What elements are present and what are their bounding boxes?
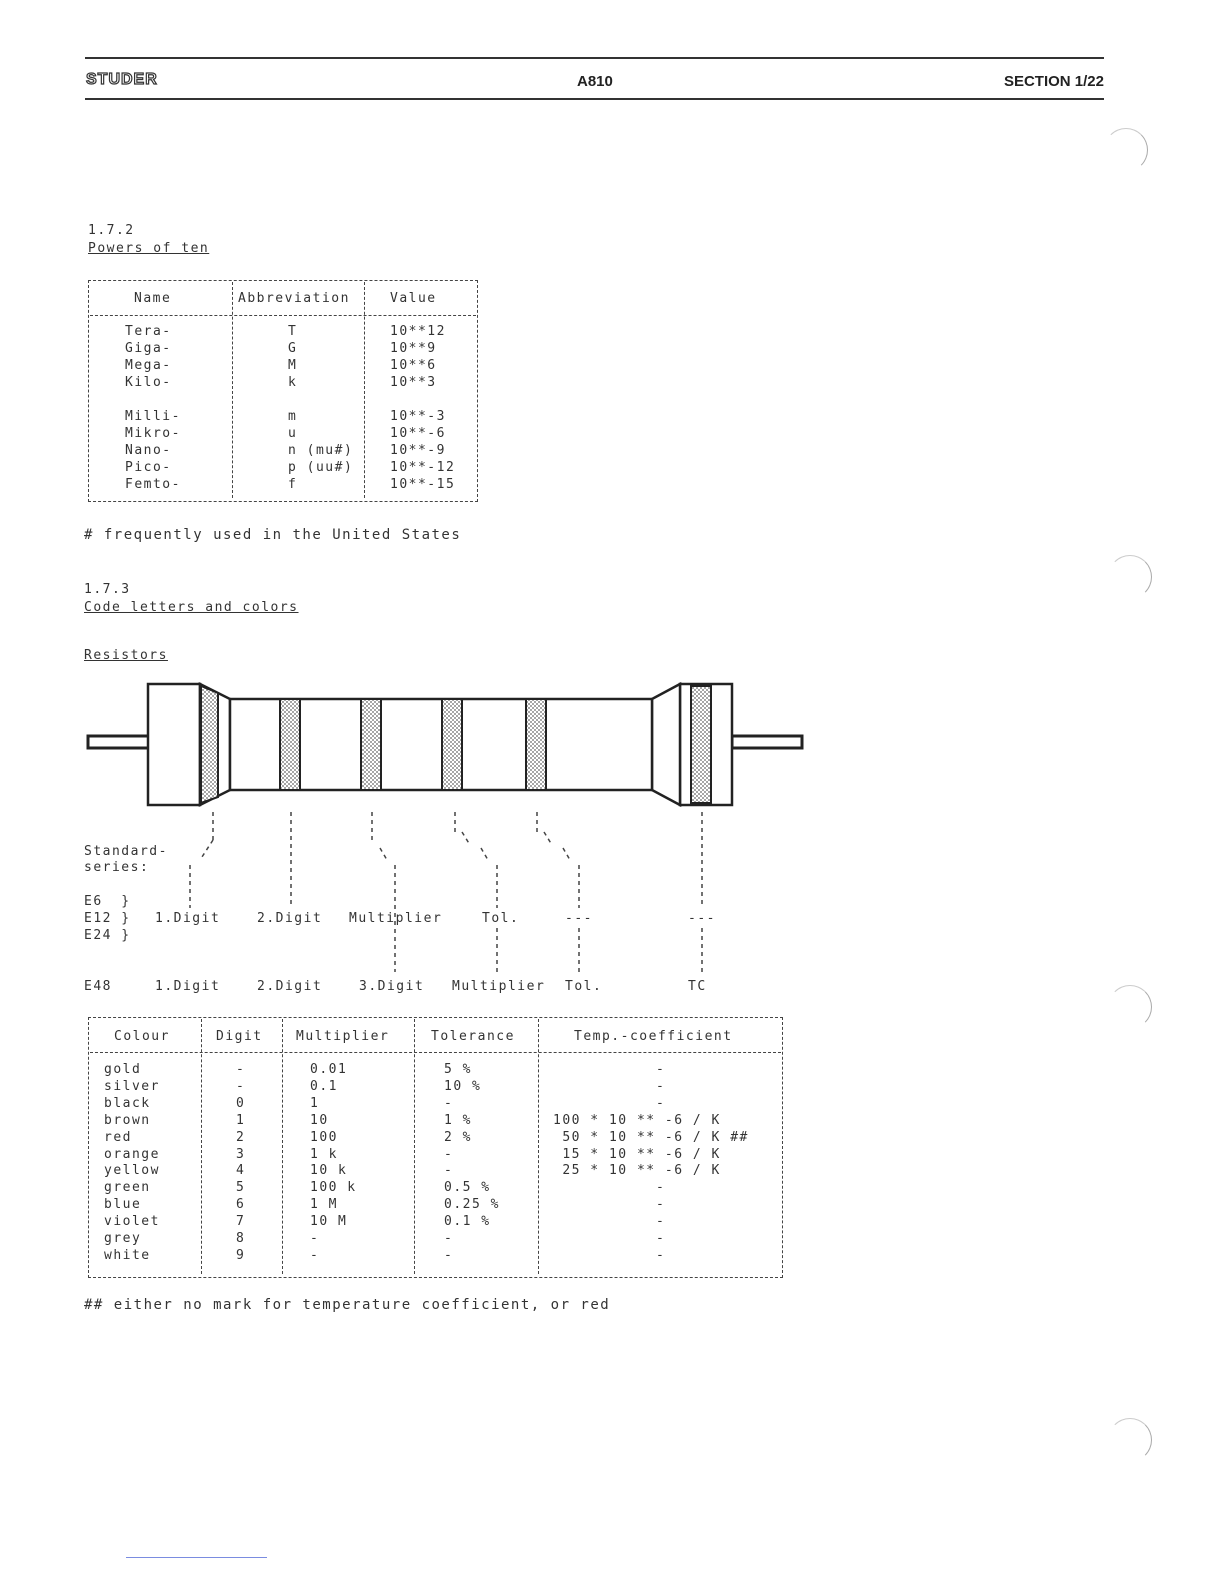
taper-right (652, 684, 680, 805)
colour-digit: 8 (236, 1231, 246, 1246)
colour-digit: 1 (236, 1112, 246, 1128)
colour-col-divider (282, 1019, 283, 1274)
lead-right (732, 736, 802, 748)
colour-name: black (104, 1095, 151, 1111)
prefix-abbreviation: T (288, 324, 298, 339)
colour-tolerance: - (444, 1163, 454, 1179)
end-cap-left (148, 684, 200, 805)
colour-name: green (104, 1180, 151, 1196)
colour-tolerance: 5 % (444, 1062, 472, 1077)
band-1 (201, 686, 218, 803)
margin-mark (126, 1557, 267, 1558)
col-header-tolerance: Tolerance (431, 1029, 515, 1044)
e48-label: 2.Digit (257, 979, 323, 994)
col-header-temp-coefficient: Temp.-coefficient (574, 1029, 733, 1044)
colour-col-divider (538, 1019, 539, 1274)
e48-label: Tol. (565, 979, 603, 994)
col-header-colour: Colour (114, 1029, 170, 1044)
prefix-name: Mega- (125, 358, 172, 373)
prefix-name: Femto- (125, 477, 181, 492)
binder-hole (1108, 555, 1152, 599)
section-number: 1.7.3 (84, 582, 131, 597)
binder-hole (1108, 985, 1152, 1029)
col-header-abbreviation: Abbreviation (238, 291, 350, 306)
powers-footnote: # frequently used in the United States (84, 527, 462, 543)
colour-digit: 2 (236, 1129, 246, 1145)
section-number: 1.7.2 (88, 223, 135, 238)
col-header-digit: Digit (216, 1029, 263, 1044)
prefix-abbreviation: m (288, 409, 298, 424)
band-3 (361, 699, 381, 790)
binder-hole (1108, 1418, 1152, 1462)
band-tc (691, 686, 711, 803)
colour-col-divider (414, 1019, 415, 1274)
e48-label: 1.Digit (155, 979, 221, 994)
colour-name: blue (104, 1197, 142, 1213)
colour-multiplier: 10 k (310, 1163, 348, 1179)
powers-col-divider (364, 282, 365, 498)
prefix-value: 10**-6 (390, 426, 446, 441)
colour-digit: 6 (236, 1197, 246, 1213)
colour-digit: 5 (236, 1180, 246, 1196)
colour-name: yellow (104, 1163, 160, 1179)
col-header-multiplier: Multiplier (296, 1029, 390, 1044)
e12-label: Multiplier (349, 911, 443, 926)
colour-header-rule (90, 1052, 781, 1053)
colour-temp-coefficient: 100 * 10 ** -6 / K (553, 1112, 721, 1128)
resistor-diagram (80, 675, 810, 815)
colour-name: white (104, 1247, 151, 1263)
prefix-name: Mikro- (125, 426, 181, 441)
prefix-value: 10**3 (390, 375, 437, 390)
prefix-abbreviation: k (288, 375, 298, 390)
colour-temp-coefficient: - (656, 1214, 666, 1230)
colour-digit: 4 (236, 1163, 246, 1179)
prefix-abbreviation: f (288, 477, 298, 492)
colour-tolerance: 0.5 % (444, 1180, 491, 1196)
col-header-name: Name (134, 291, 172, 306)
colour-temp-coefficient: 25 * 10 ** -6 / K (553, 1163, 721, 1179)
colour-tolerance: 2 % (444, 1129, 472, 1145)
prefix-value: 10**-12 (390, 460, 456, 475)
colour-name: brown (104, 1112, 151, 1128)
colour-multiplier: 1 k (310, 1146, 338, 1162)
colour-name: gold (104, 1062, 142, 1077)
colour-name: silver (104, 1078, 160, 1094)
section-label: SECTION 1/22 (1003, 73, 1104, 90)
standard-series-label-2: series: (84, 860, 150, 875)
prefix-name: Kilo- (125, 375, 172, 390)
colour-digit: 3 (236, 1146, 246, 1162)
e12-label: 1.Digit (155, 911, 221, 926)
colour-temp-coefficient: - (656, 1095, 666, 1111)
colour-temp-coefficient: - (656, 1180, 666, 1196)
e12-label: Tol. (482, 911, 520, 926)
series-e6: E6 } (84, 894, 131, 909)
series-e12: E12 } (84, 911, 131, 926)
e12-label: --- (565, 911, 593, 926)
section-title: Powers of ten (88, 241, 210, 256)
colour-digit: 7 (236, 1214, 246, 1230)
colour-tolerance: 1 % (444, 1112, 472, 1128)
colour-footnote: ## either no mark for temperature coefficient, or red (84, 1297, 611, 1313)
prefix-name: Tera- (125, 324, 172, 339)
brand-logo: STUDER (86, 71, 158, 88)
prefix-name: Nano- (125, 443, 172, 458)
pointer-lines (80, 810, 720, 985)
colour-temp-coefficient: - (656, 1062, 666, 1077)
e48-label: TC (688, 979, 707, 994)
prefix-value: 10**12 (390, 324, 446, 339)
colour-tolerance: 10 % (444, 1078, 482, 1094)
colour-tolerance: - (444, 1247, 454, 1263)
colour-digit: 9 (236, 1247, 246, 1263)
series-e48: E48 (84, 979, 112, 994)
colour-multiplier: 0.1 (310, 1078, 338, 1094)
colour-tolerance: - (444, 1146, 454, 1162)
powers-col-divider (232, 282, 233, 498)
colour-multiplier: 0.01 (310, 1062, 348, 1077)
prefix-value: 10**-15 (390, 477, 456, 492)
prefix-abbreviation: n (mu#) (288, 443, 354, 458)
colour-tolerance: 0.25 % (444, 1197, 500, 1213)
col-header-value: Value (390, 291, 437, 306)
colour-multiplier: - (310, 1231, 320, 1246)
e12-label: 2.Digit (257, 911, 323, 926)
prefix-abbreviation: G (288, 341, 298, 356)
colour-name: orange (104, 1146, 160, 1162)
colour-temp-coefficient: - (656, 1231, 666, 1246)
prefix-abbreviation: p (uu#) (288, 460, 354, 475)
section-subtitle: Resistors (84, 648, 168, 663)
powers-header-rule (90, 315, 476, 316)
standard-series-label: Standard- (84, 844, 168, 859)
colour-temp-coefficient: - (656, 1247, 666, 1263)
lead-left (88, 736, 150, 748)
colour-multiplier: 10 (310, 1112, 329, 1128)
colour-tolerance: - (444, 1095, 454, 1111)
colour-multiplier: 100 k (310, 1180, 357, 1196)
series-e24: E24 } (84, 928, 131, 943)
colour-temp-coefficient: 15 * 10 ** -6 / K (553, 1146, 721, 1162)
prefix-abbreviation: M (288, 358, 298, 373)
colour-digit: - (236, 1062, 246, 1077)
prefix-name: Pico- (125, 460, 172, 475)
e48-label: Multiplier (452, 979, 546, 994)
e12-label: --- (688, 911, 716, 926)
colour-name: grey (104, 1231, 142, 1246)
prefix-value: 10**9 (390, 341, 437, 356)
colour-temp-coefficient: - (656, 1197, 666, 1213)
colour-digit: - (236, 1078, 246, 1094)
prefix-abbreviation: u (288, 426, 298, 441)
colour-name: violet (104, 1214, 160, 1230)
prefix-value: 10**6 (390, 358, 437, 373)
colour-multiplier: 100 (310, 1129, 338, 1145)
colour-tolerance: 0.1 % (444, 1214, 491, 1230)
prefix-name: Giga- (125, 341, 172, 356)
colour-multiplier: 1 (310, 1095, 320, 1111)
e48-label: 3.Digit (359, 979, 425, 994)
colour-digit: 0 (236, 1095, 246, 1111)
colour-tolerance: - (444, 1231, 454, 1246)
prefix-value: 10**-3 (390, 409, 446, 424)
colour-temp-coefficient: 50 * 10 ** -6 / K ## (553, 1129, 749, 1145)
colour-name: red (104, 1129, 132, 1145)
prefix-name: Milli- (125, 409, 181, 424)
header-bottom-rule (85, 98, 1104, 100)
binder-hole (1104, 128, 1148, 172)
header-top-rule (85, 57, 1104, 59)
colour-multiplier: 10 M (310, 1214, 348, 1230)
band-2 (280, 699, 300, 790)
band-4 (442, 699, 462, 790)
colour-multiplier: - (310, 1247, 320, 1263)
colour-temp-coefficient: - (656, 1078, 666, 1094)
section-title: Code letters and colors (84, 600, 299, 615)
model-label: A810 (577, 73, 613, 90)
band-5 (526, 699, 546, 790)
prefix-value: 10**-9 (390, 443, 446, 458)
colour-multiplier: 1 M (310, 1197, 338, 1213)
colour-col-divider (201, 1019, 202, 1274)
